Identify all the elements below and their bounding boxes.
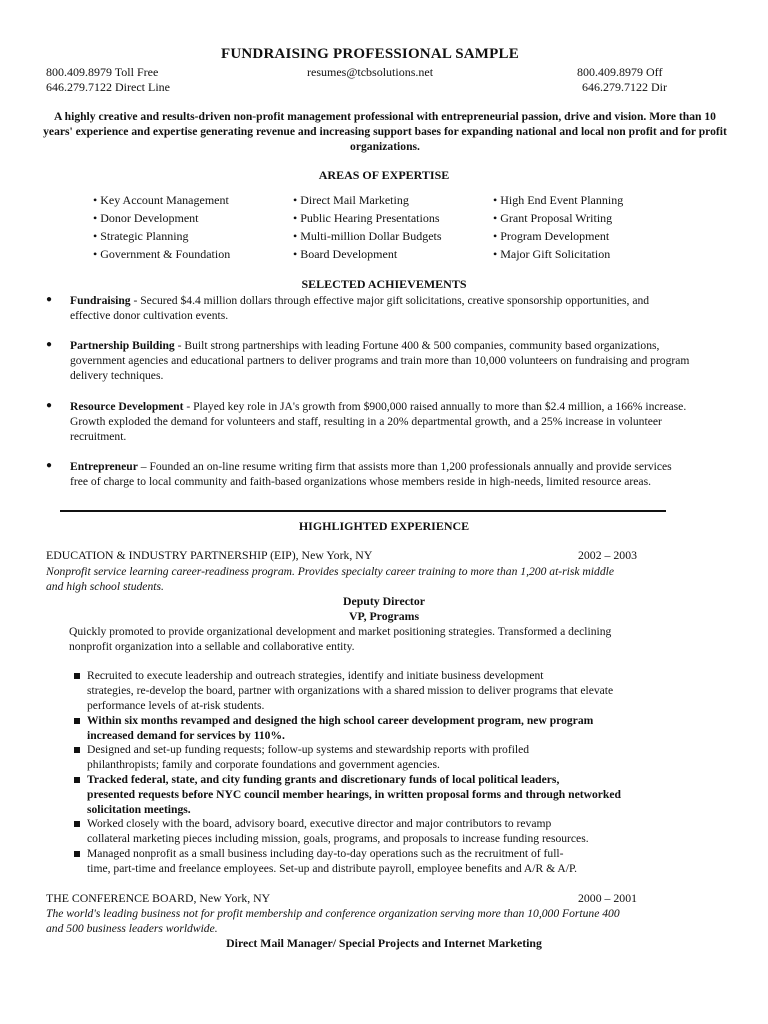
job-title: Direct Mail Manager/ Special Projects and Internet Marketing [226,936,542,950]
square-bullet-icon [74,777,80,783]
expertise-item: • Major Gift Solicitation [493,247,611,261]
achievement-item: Partnership Building - Built strong partnerships with leading Fortune 400 & 500 companies, community based organizations, government agencies and educational partners to deliver programs and train more than 10,000 volunteers on fundraising and program delivery techniques. [70,339,690,382]
job-bullet: Tracked federal, state, and city funding grants and discretionary funds of local political leaders, [87,773,560,786]
employer-description: The world's leading business not for profit membership and conference organization serving more than 10,000 Fortune 400 [46,907,620,920]
phone-direct: 646.279.7122 Dir [582,80,667,94]
job-bullet: Worked closely with the board, advisory board, executive director and major contributors to revamp [87,817,552,830]
employer-name: EDUCATION & INDUSTRY PARTNERSHIP (EIP), New York, NY [46,548,373,562]
expertise-item: • Key Account Management [93,193,229,207]
employer-description: and high school students. [46,580,164,593]
job-intro: Quickly promoted to provide organizational development and market positioning strategies. Transformed a declining [69,625,612,638]
expertise-item: • Public Hearing Presentations [293,211,440,225]
employer-description: Nonprofit service learning career-readiness program. Provides specialty career training to more than 1,200 at-risk middle [46,565,614,578]
achievement-item: Entrepreneur – Founded an on-line resume writing firm that assists more than 1,200 professionals annually and provide services free of charge to local community and faith-based organizations whose members reside in high-needs, limited resource areas. [70,460,672,488]
employer-description: and 500 business leaders worldwide. [46,922,218,935]
bullet-icon: ● [46,339,53,350]
job-bullet: performance levels of at-risk students. [87,699,265,712]
expertise-item: • High End Event Planning [493,193,624,207]
expertise-item: • Donor Development [93,211,199,225]
square-bullet-icon [74,673,80,679]
job-bullet: presented requests before NYC council member hearings, in written proposal forms and through networked [87,788,621,801]
job-title: VP, Programs [348,609,420,623]
bullet-icon: ● [46,400,53,411]
job-bullet: Designed and set-up funding requests; follow-up systems and stewardship reports with profiled [87,743,530,756]
document-title: FUNDRAISING PROFESSIONAL SAMPLE [221,46,519,62]
square-bullet-icon [74,718,80,724]
expertise-item: • Strategic Planning [93,229,189,243]
section-divider [60,510,666,512]
job-bullet: Recruited to execute leadership and outreach strategies, identify and initiate business development [87,669,544,682]
employer-name: THE CONFERENCE BOARD, New York, NY [46,891,271,905]
job-bullet: strategies, re-develop the board, partner with organizations with a shared mission to deliver programs that elevate [87,684,614,697]
expertise-item: • Multi-million Dollar Budgets [293,229,442,243]
expertise-item: • Direct Mail Marketing [293,193,409,207]
job-bullet: solicitation meetings. [87,803,191,816]
phone-direct-line: 646.279.7122 Direct Line [46,80,170,94]
job-bullet: collateral marketing pieces including mission, goals, programs, and proposals to increase funding resources. [87,832,589,845]
achievements-heading: SELECTED ACHIEVEMENTS [301,277,467,291]
bullet-icon: ● [46,294,53,305]
achievement-item: Fundraising - Secured $4.4 million dollars through effective major gift solicitations, creative sponsorship opportunities, and effective donor cultivation events. [70,294,650,322]
employment-dates: 2000 – 2001 [578,891,637,905]
expertise-item: • Board Development [293,247,398,261]
job-bullet: increased demand for services by 110%. [87,729,285,742]
email-address: resumes@tcbsolutions.net [307,65,434,79]
phone-office: 800.409.8979 Off [577,65,663,79]
job-intro: nonprofit organization into a sellable and collaborative entity. [69,640,355,653]
employment-dates: 2002 – 2003 [578,548,637,562]
experience-heading: HIGHLIGHTED EXPERIENCE [298,519,470,533]
square-bullet-icon [74,747,80,753]
phone-toll-free: 800.409.8979 Toll Free [46,65,159,79]
square-bullet-icon [74,851,80,857]
job-bullet: philanthropists; family and corporate foundations and government agencies. [87,758,440,771]
expertise-item: • Government & Foundation [93,247,231,261]
job-title: Deputy Director [342,594,425,608]
expertise-item: • Program Development [493,229,610,243]
square-bullet-icon [74,821,80,827]
job-bullet: time, part-time and freelance employees. Set-up and distribute payroll, employee benefits and A/R & A/P. [87,862,578,875]
job-bullet: Within six months revamped and designed the high school career development program, new program [87,714,594,727]
professional-summary: A highly creative and results-driven non-profit management professional with entrepreneurial passion, drive and vision. More than 10 years' experience and expertise generating revenue and increasing support bases for expanding national and local non profit and for profit organizations. [43,110,727,153]
achievement-item: Resource Development - Played key role in JA's growth from $900,000 raised annually to more than $2.4 million, a 166% increase. Growth exploded the demand for volunteers and staff, resulting in a 20% departmental growth, and a 25% increase in volunteer recruitment. [70,400,687,443]
expertise-heading: AREAS OF EXPERTISE [318,168,450,182]
expertise-item: • Grant Proposal Writing [493,211,613,225]
bullet-icon: ● [46,460,53,471]
job-bullet: Managed nonprofit as a small business including day-to-day operations such as the recruitment of full- [87,847,564,860]
